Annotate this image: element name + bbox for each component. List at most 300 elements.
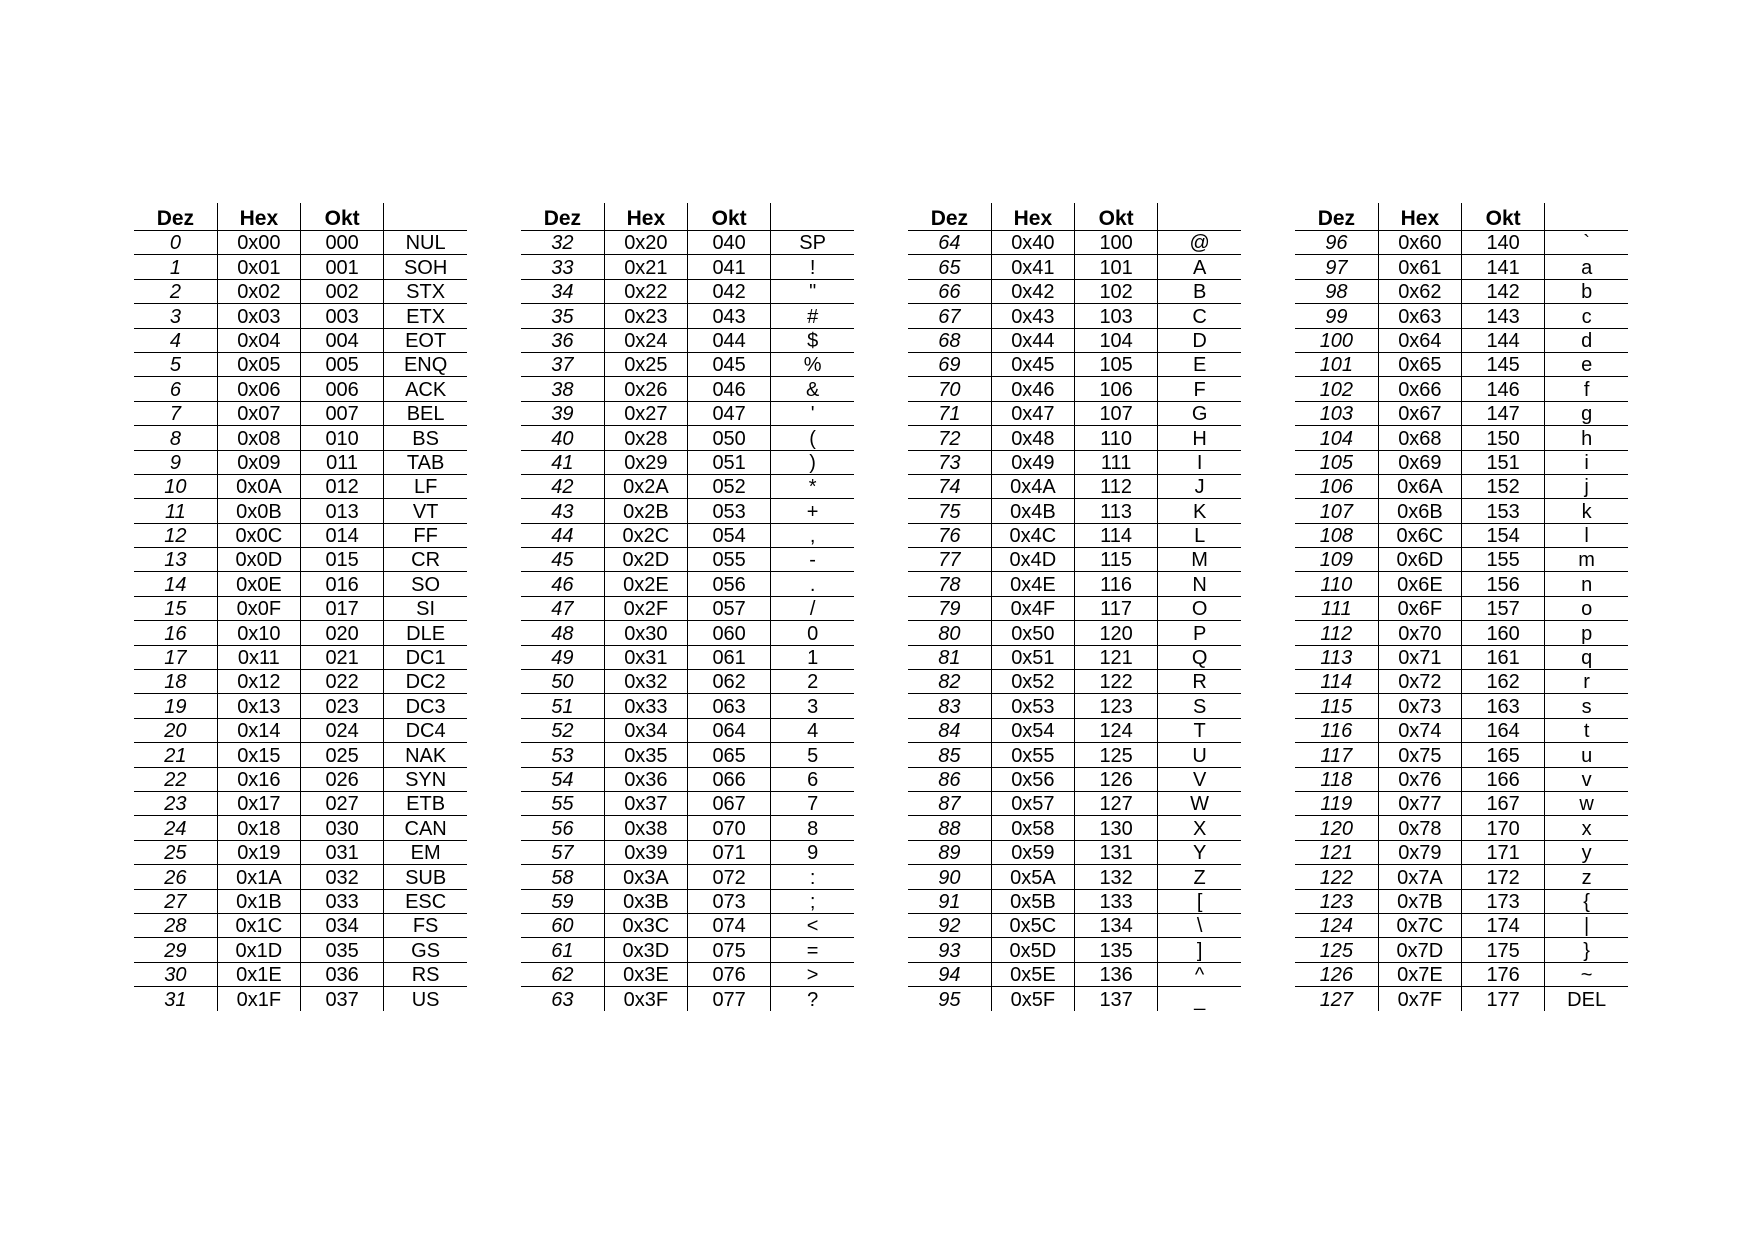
- table-row: [521, 621, 854, 645]
- cell-char: h: [1545, 426, 1628, 450]
- cell-okt: 015: [301, 548, 384, 572]
- cell-okt: 010: [301, 426, 384, 450]
- cell-dez: 122: [1295, 865, 1378, 889]
- cell-okt: 120: [1075, 621, 1158, 645]
- cell-okt: 166: [1462, 767, 1545, 791]
- header-char: [1545, 203, 1628, 231]
- cell-char: CAN: [384, 816, 467, 840]
- cell-hex: 0x38: [604, 816, 687, 840]
- cell-dez: 67: [908, 304, 991, 328]
- cell-hex: 0x59: [991, 840, 1074, 864]
- table-row: [1295, 791, 1628, 815]
- cell-dez: 91: [908, 889, 991, 913]
- cell-okt: 002: [301, 279, 384, 303]
- ascii-table-96-127: [1295, 203, 1628, 1011]
- ascii-table-64-95: [908, 203, 1241, 1011]
- cell-okt: 167: [1462, 791, 1545, 815]
- table-row: [908, 718, 1241, 742]
- cell-okt: 135: [1075, 938, 1158, 962]
- table-body: [521, 231, 854, 1011]
- cell-char: LF: [384, 474, 467, 498]
- cell-dez: 88: [908, 816, 991, 840]
- cell-char: \: [1158, 913, 1241, 937]
- table-row: [521, 694, 854, 718]
- cell-char: DC2: [384, 670, 467, 694]
- table-row: [1295, 231, 1628, 255]
- cell-okt: 044: [688, 328, 771, 352]
- cell-hex: 0x65: [1378, 352, 1461, 376]
- cell-dez: 35: [521, 304, 604, 328]
- cell-hex: 0x7B: [1378, 889, 1461, 913]
- cell-hex: 0x66: [1378, 377, 1461, 401]
- cell-char: 0: [771, 621, 854, 645]
- header-hex: Hex: [217, 203, 300, 231]
- cell-hex: 0x7D: [1378, 938, 1461, 962]
- cell-okt: 062: [688, 670, 771, 694]
- cell-hex: 0x5E: [991, 962, 1074, 986]
- cell-okt: 151: [1462, 450, 1545, 474]
- table-row: [1295, 474, 1628, 498]
- table-row: [134, 377, 467, 401]
- cell-dez: 40: [521, 426, 604, 450]
- cell-char: 4: [771, 718, 854, 742]
- cell-hex: 0x57: [991, 791, 1074, 815]
- cell-dez: 41: [521, 450, 604, 474]
- cell-hex: 0x1E: [217, 962, 300, 986]
- cell-okt: 152: [1462, 474, 1545, 498]
- table-row: [134, 279, 467, 303]
- cell-dez: 95: [938, 988, 961, 1011]
- cell-hex: 0x7C: [1378, 913, 1461, 937]
- cell-char: US: [384, 987, 467, 1011]
- table-row: [1295, 596, 1628, 620]
- cell-hex: 0x27: [604, 401, 687, 425]
- cell-okt: 021: [301, 645, 384, 669]
- cell-dez: 119: [1295, 791, 1378, 815]
- table-row: [1295, 572, 1628, 596]
- table-row: [134, 987, 467, 1011]
- cell-char: Z: [1158, 865, 1241, 889]
- cell-dez: 70: [908, 377, 991, 401]
- cell-hex: 0x4E: [991, 572, 1074, 596]
- cell-okt: 037: [301, 987, 384, 1011]
- cell-hex: 0x48: [991, 426, 1074, 450]
- cell-okt: 055: [688, 548, 771, 572]
- cell-okt: 124: [1075, 718, 1158, 742]
- cell-hex: 0x70: [1378, 621, 1461, 645]
- cell-dez: 74: [908, 474, 991, 498]
- table-row: [134, 767, 467, 791]
- cell-hex: 0x79: [1378, 840, 1461, 864]
- table-row: [134, 499, 467, 523]
- cell-hex: 0x01: [217, 255, 300, 279]
- cell-dez: 54: [521, 767, 604, 791]
- cell-dez: 31: [164, 988, 187, 1011]
- cell-dez: 83: [908, 694, 991, 718]
- header-char: [1158, 203, 1241, 231]
- cell-okt: 112: [1075, 474, 1158, 498]
- table-row: [134, 840, 467, 864]
- cell-dez: 28: [134, 913, 217, 937]
- table-row: [134, 474, 467, 498]
- cell-okt: 171: [1462, 840, 1545, 864]
- table-row: [1295, 987, 1628, 1011]
- cell-hex: 0x71: [1378, 645, 1461, 669]
- table-row: [1295, 523, 1628, 547]
- cell-dez: 47: [521, 596, 604, 620]
- cell-okt: 141: [1462, 255, 1545, 279]
- table-row: [908, 865, 1241, 889]
- cell-hex: 0x28: [604, 426, 687, 450]
- cell-char: ": [771, 279, 854, 303]
- cell-char: Q: [1158, 645, 1241, 669]
- cell-dez: 77: [908, 548, 991, 572]
- cell-dez: 60: [521, 913, 604, 937]
- cell-dez: 123: [1295, 889, 1378, 913]
- cell-dez: 32: [521, 231, 604, 255]
- cell-char: t: [1545, 718, 1628, 742]
- table-row: [1295, 938, 1628, 962]
- cell-okt: 063: [688, 694, 771, 718]
- table-row: [1295, 889, 1628, 913]
- cell-dez: 113: [1295, 645, 1378, 669]
- cell-okt: 115: [1075, 548, 1158, 572]
- cell-okt: 117: [1075, 596, 1158, 620]
- cell-hex: 0x03: [217, 304, 300, 328]
- cell-okt: 000: [301, 231, 384, 255]
- table-row: [521, 718, 854, 742]
- cell-hex: 0x29: [604, 450, 687, 474]
- cell-dez: 2: [134, 279, 217, 303]
- cell-hex: 0x60: [1378, 231, 1461, 255]
- table-row: [134, 255, 467, 279]
- cell-okt: 073: [688, 889, 771, 913]
- cell-hex: 0x6E: [1378, 572, 1461, 596]
- cell-dez: 18: [134, 670, 217, 694]
- cell-hex: 0x39: [604, 840, 687, 864]
- cell-hex: 0x33: [604, 694, 687, 718]
- cell-dez: 69: [908, 352, 991, 376]
- cell-dez: 68: [908, 328, 991, 352]
- table-row: [908, 645, 1241, 669]
- cell-hex: 0x11: [217, 645, 300, 669]
- cell-okt: 005: [301, 352, 384, 376]
- cell-char: d: [1545, 328, 1628, 352]
- table-row: [521, 474, 854, 498]
- cell-dez: 42: [521, 474, 604, 498]
- cell-char: !: [771, 255, 854, 279]
- cell-dez: 12: [134, 523, 217, 547]
- table-row: [521, 499, 854, 523]
- cell-okt: 056: [688, 572, 771, 596]
- table-row: [134, 743, 467, 767]
- cell-dez: 84: [908, 718, 991, 742]
- cell-dez: 29: [134, 938, 217, 962]
- cell-char: /: [771, 596, 854, 620]
- cell-hex: 0x6F: [1378, 596, 1461, 620]
- cell-hex: 0x6D: [1378, 548, 1461, 572]
- cell-hex: 0x0F: [217, 596, 300, 620]
- cell-hex: 0x10: [217, 621, 300, 645]
- cell-char: ETB: [384, 791, 467, 815]
- cell-char: ): [771, 450, 854, 474]
- cell-char: 5: [771, 743, 854, 767]
- cell-hex: 0x78: [1378, 816, 1461, 840]
- cell-okt: 133: [1075, 889, 1158, 913]
- cell-dez: 111: [1295, 596, 1378, 620]
- cell-okt: 007: [301, 401, 384, 425]
- cell-hex: 0x04: [217, 328, 300, 352]
- cell-dez: 89: [908, 840, 991, 864]
- header-dez: Dez: [1295, 203, 1378, 231]
- table-row: [521, 377, 854, 401]
- table-row: [908, 621, 1241, 645]
- cell-dez: 22: [134, 767, 217, 791]
- cell-hex: 0x3A: [604, 865, 687, 889]
- cell-hex: 0x16: [217, 767, 300, 791]
- cell-char: ENQ: [384, 352, 467, 376]
- cell-char: ;: [771, 889, 854, 913]
- cell-hex: 0x5D: [991, 938, 1074, 962]
- table-row: [134, 962, 467, 986]
- cell-hex: 0x6C: [1378, 523, 1461, 547]
- cell-char: ~: [1545, 962, 1628, 986]
- cell-hex: 0x12: [217, 670, 300, 694]
- table-row: [908, 401, 1241, 425]
- cell-okt: 147: [1462, 401, 1545, 425]
- table-row: [521, 938, 854, 962]
- cell-dez: 51: [521, 694, 604, 718]
- table-row: [1295, 913, 1628, 937]
- cell-okt: 014: [301, 523, 384, 547]
- cell-dez: 86: [908, 767, 991, 791]
- cell-okt: 134: [1075, 913, 1158, 937]
- cell-hex: 0x3F: [604, 987, 687, 1011]
- cell-dez: 73: [908, 450, 991, 474]
- table-header-row: [521, 203, 854, 231]
- cell-hex: 0x67: [1378, 401, 1461, 425]
- cell-char: ^: [1158, 962, 1241, 986]
- cell-hex: 0x19: [217, 840, 300, 864]
- cell-okt: 074: [688, 913, 771, 937]
- cell-okt: 123: [1075, 694, 1158, 718]
- cell-char: <: [771, 913, 854, 937]
- cell-dez: 7: [134, 401, 217, 425]
- cell-okt: 131: [1075, 840, 1158, 864]
- cell-char: D: [1158, 328, 1241, 352]
- cell-dez: 25: [134, 840, 217, 864]
- table-row: [908, 840, 1241, 864]
- cell-hex: 0x02: [217, 279, 300, 303]
- cell-okt: 051: [688, 450, 771, 474]
- table-row: [908, 987, 1241, 1011]
- table-row: [521, 962, 854, 986]
- cell-dez: 90: [908, 865, 991, 889]
- table-row: [1295, 718, 1628, 742]
- cell-char: 8: [771, 816, 854, 840]
- cell-okt: 031: [301, 840, 384, 864]
- cell-okt: 143: [1462, 304, 1545, 328]
- cell-dez: 105: [1295, 450, 1378, 474]
- cell-char: e: [1545, 352, 1628, 376]
- cell-okt: 103: [1075, 304, 1158, 328]
- cell-okt: 153: [1462, 499, 1545, 523]
- cell-char: 9: [771, 840, 854, 864]
- cell-char: _: [1158, 987, 1241, 1011]
- cell-dez: 64: [908, 231, 991, 255]
- cell-okt: 122: [1075, 670, 1158, 694]
- cell-dez: 66: [908, 279, 991, 303]
- cell-okt: 161: [1462, 645, 1545, 669]
- cell-char: i: [1545, 450, 1628, 474]
- table-row: [521, 767, 854, 791]
- cell-char: $: [771, 328, 854, 352]
- cell-char: m: [1545, 548, 1628, 572]
- cell-hex: 0x7A: [1378, 865, 1461, 889]
- cell-char: DC3: [384, 694, 467, 718]
- cell-hex: 0x4D: [991, 548, 1074, 572]
- cell-hex: 0x75: [1378, 743, 1461, 767]
- cell-char: s: [1545, 694, 1628, 718]
- header-hex: Hex: [604, 203, 687, 231]
- cell-hex: 0x37: [604, 791, 687, 815]
- cell-hex: 0x68: [1378, 426, 1461, 450]
- cell-char: G: [1158, 401, 1241, 425]
- cell-dez: 57: [521, 840, 604, 864]
- cell-char: z: [1545, 865, 1628, 889]
- header-char: [771, 203, 854, 231]
- table-row: [521, 645, 854, 669]
- cell-dez: 104: [1295, 426, 1378, 450]
- cell-dez: 3: [134, 304, 217, 328]
- cell-dez: 81: [908, 645, 991, 669]
- table-row: [908, 913, 1241, 937]
- cell-dez: 62: [521, 962, 604, 986]
- table-row: [1295, 304, 1628, 328]
- cell-dez: 80: [908, 621, 991, 645]
- cell-okt: 176: [1462, 962, 1545, 986]
- cell-okt: 172: [1462, 865, 1545, 889]
- cell-char: :: [771, 865, 854, 889]
- table-row: [521, 596, 854, 620]
- cell-char: 2: [771, 670, 854, 694]
- cell-hex: 0x31: [604, 645, 687, 669]
- cell-okt: 003: [301, 304, 384, 328]
- cell-okt: 042: [688, 279, 771, 303]
- cell-char: K: [1158, 499, 1241, 523]
- cell-hex: 0x25: [604, 352, 687, 376]
- cell-char: L: [1158, 523, 1241, 547]
- cell-okt: 032: [301, 865, 384, 889]
- cell-char: TAB: [384, 450, 467, 474]
- cell-dez: 99: [1295, 304, 1378, 328]
- cell-char: C: [1158, 304, 1241, 328]
- cell-hex: 0x36: [604, 767, 687, 791]
- cell-hex: 0x63: [1378, 304, 1461, 328]
- cell-dez: 107: [1295, 499, 1378, 523]
- cell-char: q: [1545, 645, 1628, 669]
- table-row: [134, 596, 467, 620]
- cell-char: BEL: [384, 401, 467, 425]
- cell-hex: 0x43: [991, 304, 1074, 328]
- cell-hex: 0x09: [217, 450, 300, 474]
- cell-dez: 121: [1295, 840, 1378, 864]
- cell-okt: 045: [688, 352, 771, 376]
- table-row: [908, 572, 1241, 596]
- table-row: [521, 670, 854, 694]
- cell-char: n: [1545, 572, 1628, 596]
- cell-dez: 13: [134, 548, 217, 572]
- cell-okt: 030: [301, 816, 384, 840]
- cell-char: F: [1158, 377, 1241, 401]
- cell-okt: 024: [301, 718, 384, 742]
- cell-dez: 49: [521, 645, 604, 669]
- cell-hex: 0x58: [991, 816, 1074, 840]
- cell-hex: 0x4B: [991, 499, 1074, 523]
- table-row: [908, 426, 1241, 450]
- cell-char: J: [1158, 474, 1241, 498]
- cell-hex: 0x45: [991, 352, 1074, 376]
- cell-hex: 0x07: [217, 401, 300, 425]
- table-row: [134, 865, 467, 889]
- table-row: [1295, 840, 1628, 864]
- cell-hex: 0x5C: [991, 913, 1074, 937]
- cell-okt: 036: [301, 962, 384, 986]
- cell-char: c: [1545, 304, 1628, 328]
- cell-okt: 127: [1075, 791, 1158, 815]
- cell-dez: 34: [521, 279, 604, 303]
- cell-hex: 0x51: [991, 645, 1074, 669]
- cell-hex: 0x1A: [217, 865, 300, 889]
- table-row: [521, 913, 854, 937]
- header-okt: Okt: [1462, 203, 1545, 231]
- table-header-row: [1295, 203, 1628, 231]
- table-row: [1295, 621, 1628, 645]
- cell-dez: 44: [521, 523, 604, 547]
- cell-hex: 0x40: [991, 231, 1074, 255]
- cell-char: @: [1158, 231, 1241, 255]
- cell-dez: 120: [1295, 816, 1378, 840]
- cell-okt: 156: [1462, 572, 1545, 596]
- cell-dez: 101: [1295, 352, 1378, 376]
- cell-char: X: [1158, 816, 1241, 840]
- cell-dez: 124: [1295, 913, 1378, 937]
- cell-char: o: [1545, 596, 1628, 620]
- cell-char: p: [1545, 621, 1628, 645]
- cell-char: [: [1158, 889, 1241, 913]
- cell-okt: 154: [1462, 523, 1545, 547]
- cell-dez: 26: [134, 865, 217, 889]
- cell-char: j: [1545, 474, 1628, 498]
- cell-dez: 50: [521, 670, 604, 694]
- cell-char: SP: [771, 231, 854, 255]
- cell-hex: 0x2D: [604, 548, 687, 572]
- cell-hex: 0x76: [1378, 767, 1461, 791]
- table-row: [908, 377, 1241, 401]
- cell-hex: 0x23: [604, 304, 687, 328]
- cell-char: ,: [771, 523, 854, 547]
- cell-char: SYN: [384, 767, 467, 791]
- cell-char: >: [771, 962, 854, 986]
- table-row: [521, 987, 854, 1011]
- table-row: [134, 426, 467, 450]
- cell-hex: 0x5B: [991, 889, 1074, 913]
- table-row: [521, 523, 854, 547]
- cell-hex: 0x73: [1378, 694, 1461, 718]
- cell-dez: 53: [521, 743, 604, 767]
- table-row: [1295, 377, 1628, 401]
- cell-hex: 0x35: [604, 743, 687, 767]
